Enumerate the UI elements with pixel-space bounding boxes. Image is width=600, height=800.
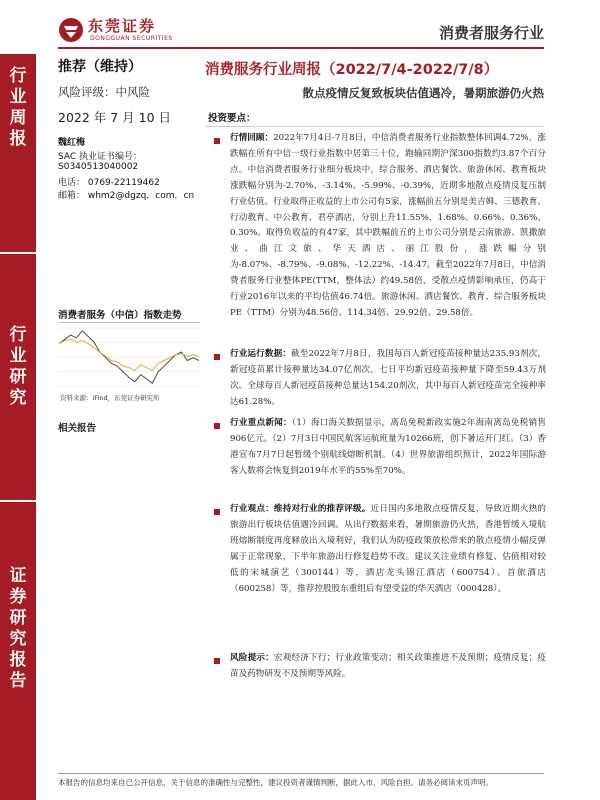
- operation-data-text: 截至2022年7月8日，我国每百人新冠疫苗接种量达235.93剂次，新冠疫苗累计接种量达34.07亿剂次，七日平均新冠疫苗接种量下降至59.43万剂次。全球每百人新冠疫苗接种总量达154.20剂次，其中每百人新冠疫苗完全接种率达61.28%。: [230, 349, 546, 407]
- bullet-icon: [214, 509, 220, 515]
- industry-view-paragraph: [230, 502, 546, 597]
- key-news-paragraph: [230, 416, 546, 480]
- bullet-icon: [214, 138, 220, 144]
- report-title: 消费服务行业周报（2022/7/4-2022/7/8）: [205, 62, 499, 78]
- operation-data-paragraph: [230, 347, 546, 411]
- risk-rating: 风险评级：中风险: [58, 85, 150, 99]
- key-news-heading: 行业重点新闻：: [230, 418, 292, 428]
- industry-view-text: 近日国内多地散点疫情反复，导致近期火热的旅游出行板块估值遇冷回调。从出行数据来看，暑期旅游仍火热，香港暂缓入境航班熔断制度再度释放出入境利好，我们认为防疫政策放松带来的散点疫情小幅反弹属于正常现象，下半年旅游出行修复趋势不改。建议关注业绩有修复、估值相对较低的宋城演艺（300144）等，酒店龙头锦江酒店（600754）、首旅酒店（600258）等，推荐控股股东重组后有望受益的华天酒店（000428）。: [230, 504, 546, 594]
- chart-source: 资料来源：iFind，东莞证券研究所: [60, 394, 160, 402]
- index-trend-chart: [58, 322, 200, 390]
- analyst-phone: 电话： 0769-22119462: [58, 178, 160, 188]
- brand-logo-icon: [58, 17, 84, 43]
- key-news-text: （1）海口海关数据显示，离岛免税新政实施2年海南离岛免税销售906亿元。（2）7月3日中国民航客运航班量为10266班，创下暑运开门红。（3）香港宣布7月7日起暂缓个别航线熔断机制。（4）世界旅游组织预计，2022年国际游客人数将会恢复到2019年水平的55%至70%。: [230, 418, 546, 476]
- bullet-icon: [214, 658, 220, 664]
- market-review-paragraph: [230, 131, 546, 322]
- brand-name-en: DONGGUAN SECURITIES: [90, 35, 173, 42]
- chart-series-line-2: [59, 339, 199, 370]
- risk-warning-paragraph: [230, 651, 546, 683]
- rating: 推荐（维持）: [58, 59, 142, 75]
- header-divider: [58, 47, 544, 49]
- bullet-icon: [214, 354, 220, 360]
- side-label-report: 证券研究报告: [9, 566, 27, 691]
- brand-name: 东莞证券: [88, 17, 157, 35]
- report-date: 2022 年 7 月 10 日: [58, 110, 172, 125]
- market-review-heading: 行情回顾：: [230, 133, 274, 143]
- highlights-divider: [205, 126, 544, 127]
- footer-disclaimer: 本报告的信息均来自已公开信息，关于信息的准确性与完整性，建议投资者谨慎判断，据此入市，风险自担。请务必阅读末页声明。: [58, 778, 493, 787]
- analyst-name: 魏红梅: [58, 138, 86, 148]
- header-sector-label: 消费者服务行业: [438, 24, 544, 42]
- analyst-email: 邮箱： whm2@dgzq．com．cn: [58, 191, 195, 201]
- industry-view-heading: 行业观点：维持对行业的推荐评级。: [230, 504, 371, 514]
- side-divider: [0, 500, 36, 502]
- side-label-weekly: 行业周报: [9, 66, 27, 149]
- chart-title: 消费者服务（中信）指数走势: [58, 310, 182, 321]
- footer-divider: [58, 773, 544, 774]
- market-review-text: 2022年7月4日-7月8日，中信消费者服务行业指数整体回调4.72%，涨跌幅在所有中信一级行业指数中居第三十位，跑输同期沪深300指数约3.87个百分点。中信消费者服务行业细分板块中，综合服务、酒店餐饮、旅游休闲、教育板块涨跌幅分别为-2.70%、-3.14%、-5.99%、-0.39%，近期多地散点疫情反复压制行业估值。行业取得正收益的上市公司有5家，涨幅前五分别是美吉姆、三德教育、行动教育、中公教育、君亭酒店，分别上升11.55%、1.68%、0.66%、0.36%、0.30%。取得负收益的有47家，其中跌幅前五的上市公司分别是云南旅游、凯撒旅业、曲江文旅、华天酒店、丽江股份，涨跌幅分别为-8.07%、-8.79%、-9.08%、-12.22%、-14.47。截至2022年7月8日，中信消费者服务行业整体PE(TTM，整体法）约49.58倍，受散点疫情影响承压，仍高于行业2016年以来的平均估值46.74倍。旅游休闲、酒店餐饮、教育、综合服务板块PE（TTM）分别为48.56倍、114.34倍、29.92倍、29.58倍。: [230, 133, 546, 318]
- side-divider: [0, 252, 36, 254]
- side-label-research: 行业研究: [9, 325, 27, 408]
- report-subtitle: 散点疫情反复致板块估值遇冷，暑期旅游仍火热: [302, 86, 544, 100]
- analyst-license-label: SAC 执业证书编号：: [58, 152, 143, 162]
- operation-data-heading: 行业运行数据：: [230, 349, 292, 359]
- bullet-icon: [214, 423, 220, 429]
- investment-highlights-heading: 投资要点：: [208, 113, 256, 124]
- risk-warning-heading: 风险提示：: [230, 653, 274, 663]
- related-reports-heading: 相关报告: [58, 423, 97, 434]
- analyst-license-number: S0340513040002: [58, 162, 139, 172]
- risk-warning-text: 宏观经济下行；行业政策变动；相关政策推进不及预期；疫情反复；疫苗及药物研发不及预期等风险。: [230, 653, 546, 679]
